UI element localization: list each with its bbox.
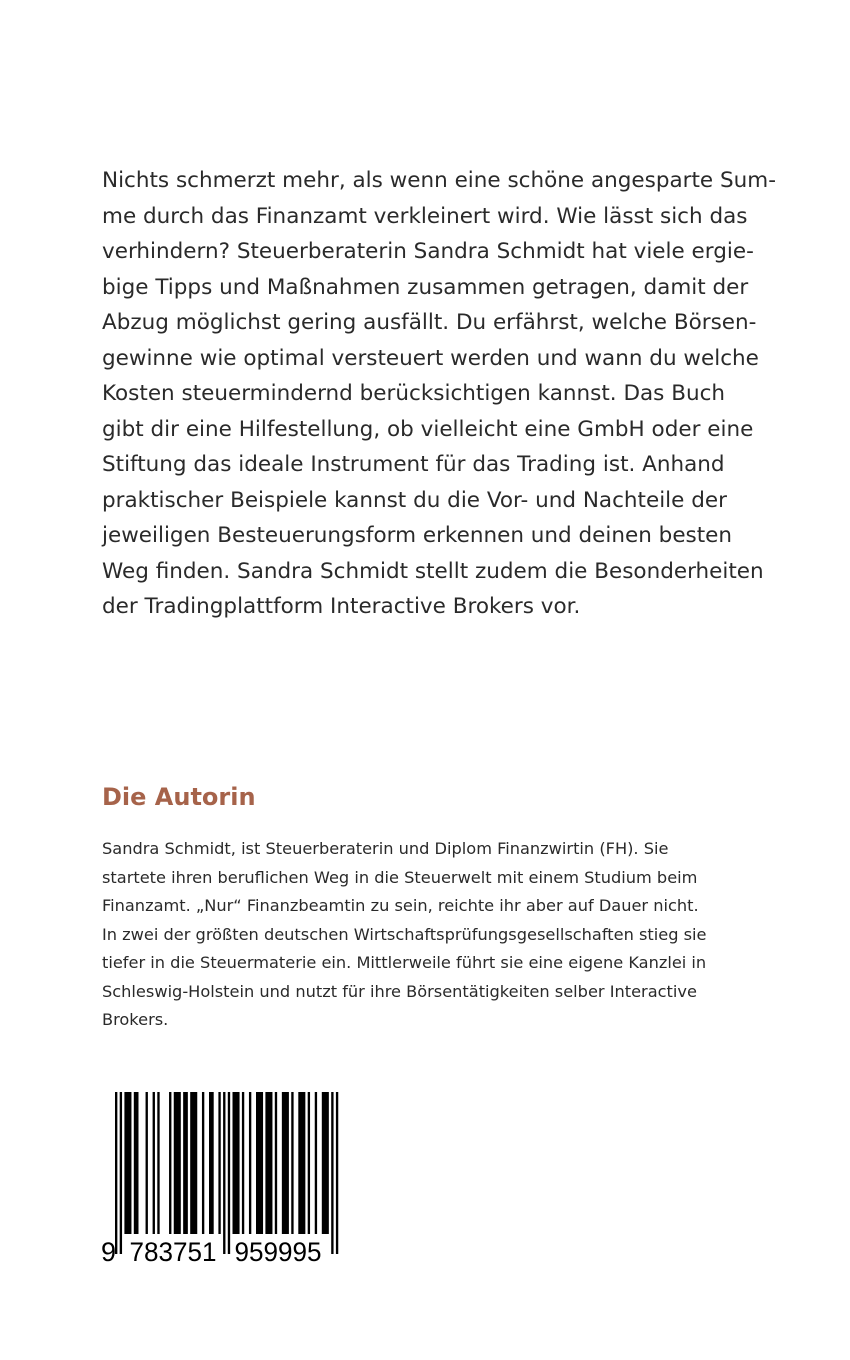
blurb-line: verhindern? Steuerberaterin Sandra Schmidt hat viele ergie- bbox=[102, 239, 754, 264]
isbn-barcode bbox=[100, 1090, 340, 1268]
blurb-line: praktischer Beispiele kannst du die Vor- und Nachteile der bbox=[102, 487, 727, 513]
blurb-line: me durch das Finanzamt verkleinert wird. Wie lässt sich das bbox=[102, 203, 748, 229]
author-bio-line: Schleswig-Holstein und nutzt für ihre Börsentätigkeiten selber Interactive bbox=[102, 981, 697, 1001]
author-bio-line: Brokers. bbox=[102, 1010, 169, 1029]
barcode-guard-bar bbox=[115, 1092, 117, 1254]
barcode-bar bbox=[169, 1092, 171, 1234]
barcode-bar bbox=[298, 1092, 305, 1234]
barcode-guard-bar bbox=[336, 1092, 338, 1254]
barcode-first-digit: 9 bbox=[101, 1237, 117, 1267]
barcode-bar bbox=[282, 1092, 289, 1234]
barcode-bar bbox=[322, 1092, 329, 1234]
book-blurb bbox=[102, 163, 776, 625]
author-bio-line: tiefer in die Steuermaterie ein. Mittlerweile führt sie eine eigene Kanzlei in bbox=[102, 953, 707, 972]
barcode-bar bbox=[265, 1092, 272, 1234]
barcode-bar bbox=[183, 1092, 188, 1234]
barcode-guard-bar bbox=[331, 1092, 333, 1254]
barcode-bars bbox=[115, 1092, 338, 1254]
barcode-bar bbox=[275, 1092, 277, 1234]
barcode-bar bbox=[256, 1092, 263, 1234]
barcode-bar bbox=[174, 1092, 181, 1234]
blurb-line: jeweiligen Besteuerungsform erkennen und deinen besten bbox=[102, 523, 733, 548]
barcode-bar bbox=[233, 1092, 240, 1234]
barcode-guard-bar bbox=[120, 1092, 122, 1254]
barcode-right-digits: 959995 bbox=[234, 1237, 322, 1267]
author-heading: Die Autorin bbox=[102, 783, 256, 811]
blurb-line: Kosten steuermindernd berücksichtigen kannst. Das Buch bbox=[102, 381, 726, 406]
barcode-bar bbox=[242, 1092, 244, 1234]
barcode-bar bbox=[308, 1092, 310, 1234]
blurb-line: Nichts schmerzt mehr, als wenn eine schöne angesparte Sum- bbox=[102, 168, 776, 193]
blurb-line: gibt dir eine Hilfestellung, ob vielleicht eine GmbH oder eine bbox=[102, 416, 754, 442]
barcode-bar bbox=[249, 1092, 251, 1234]
blurb-line: bige Tipps und Maßnahmen zusammen getragen, damit der bbox=[102, 274, 749, 300]
barcode-guard-bar bbox=[223, 1092, 225, 1254]
barcode-bar bbox=[124, 1092, 131, 1234]
barcode-bar bbox=[190, 1092, 197, 1234]
barcode-bar bbox=[209, 1092, 214, 1234]
author-bio-line: Sandra Schmidt, ist Steuerberaterin und Diplom Finanzwirtin (FH). Sie bbox=[102, 839, 669, 858]
author-bio-line: Finanzamt. „Nur“ Finanzbeamtin zu sein, reichte ihr aber auf Dauer nicht. bbox=[102, 896, 699, 915]
barcode-bar bbox=[153, 1092, 155, 1234]
barcode-left-digits: 783751 bbox=[129, 1237, 217, 1267]
blurb-line: gewinne wie optimal versteuert werden und wann du welche bbox=[102, 345, 759, 371]
barcode-bar bbox=[202, 1092, 204, 1234]
barcode-bar bbox=[291, 1092, 293, 1234]
blurb-line: Abzug möglichst gering ausfällt. Du erfährst, welche Börsen- bbox=[102, 310, 757, 335]
author-bio-line: startete ihren beruflichen Weg in die Steuerwelt mit einem Studium beim bbox=[102, 867, 698, 887]
barcode-graphic bbox=[100, 1090, 340, 1268]
barcode-guard-bar bbox=[228, 1092, 230, 1254]
blurb-line: Weg finden. Sandra Schmidt stellt zudem die Besonderheiten bbox=[102, 558, 764, 584]
barcode-bar bbox=[157, 1092, 159, 1234]
barcode-bar bbox=[218, 1092, 220, 1234]
blurb-line: Stiftung das ideale Instrument für das Trading ist. Anhand bbox=[102, 452, 725, 477]
blurb-line: der Tradingplattform Interactive Brokers vor. bbox=[102, 594, 581, 619]
barcode-bar bbox=[134, 1092, 139, 1234]
author-bio-line: In zwei der größten deutschen Wirtschaftsprüfungsgesellschaften stieg sie bbox=[102, 924, 707, 944]
barcode-bar bbox=[315, 1092, 317, 1234]
author-bio bbox=[102, 835, 762, 1035]
barcode-bar bbox=[146, 1092, 148, 1234]
